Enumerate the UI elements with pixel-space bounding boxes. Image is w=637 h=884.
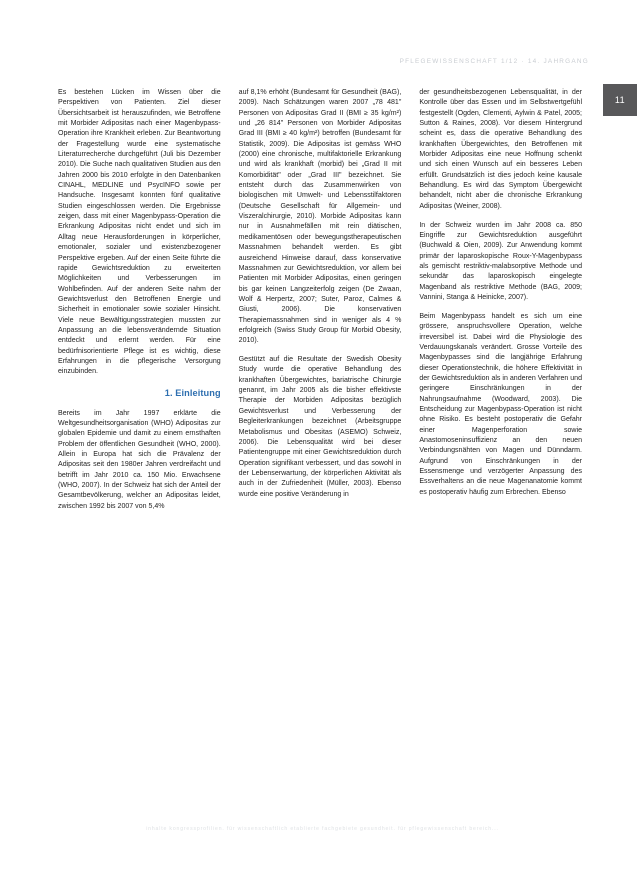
column-left xyxy=(58,88,221,808)
paragraph: Es bestehen Lücken im Wissen über die Perspektiven von Patienten. Ziel dieser Übersichtsarbeit ist herauszufinden, wie Betroffene mit Morbider Adipositas nach einer Magenbypass-Operation ihre Krankheit erleben. Zur Beantwortung der Fragestellung wurde eine systematische Literaturrecherche durchgeführt (Juli bis Dezember 2010). Die Suche nach qualitativen Studien aus den Jahren 2000 bis 2010 erfolgte in den Datenbanken CINAHL, MEDLINE und PsycINFO sowie per Handsuche. Insgesamt konnten fünf qualitative Studien eingeschlossen werden. Die Ergebnisse zeigen, dass mit einer Magenbypass-Operation die Erkrankung Adipositas nicht endet und sich im Alltag neue Herausforderungen in körperlicher, emotionaler, sozialer und existenzbezogener Perspektive ergeben. Auf der einen Seite führte die rapide Gewichtsreduktion zu erweiterten Möglichkeiten und Verbesserungen im Wohlbefinden. Auf der anderen Seite nahm der Gewichtsverlust den Betroffenen Energie und Sicherheit in emotionaler sowie sozialer Hinsicht. Viele neue Bewältigungsstrategien mussten zur Anpassung an die lebensverändernde Situation entdeckt und erlernt werden. Für eine bedürfnisorientierte Pflege ist es wichtig, diese Erfahrungen in die pflegerische Versorgung einzubinden. xyxy=(58,89,221,376)
paragraph: der gesundheitsbezogenen Lebensqualität, in der Kontrolle über das Essen und im Selbstwertgefühl festgestellt (Ogden, Clementi, Aylwin & Patel, 2005; Sutton & Raines, 2008). Vor diesem Hintergrund scheint es, dass die operative Behandlung des krankhaften Übergewichtes, den Betroffenen mit Morbider Adipositas eine neue Hoffnung schenkt und sich einen Wunsch auf ein besseres Leben erfüllt. Grundsätzlich ist dies jedoch keine kausale Behandlung. Es wird das Symptom Übergewicht behandelt, nicht aber die chronische Erkrankung Adipositas (Weiner, 2008). xyxy=(419,89,583,210)
paragraph: Bereits im Jahr 1997 erklärte die Weltgesundheitsorganisation (WHO) Adipositas zur globalen Epidemie und damit zu einem ernsthaften Problem der öffentlichen Gesundheit (WHO, 2000). Allein in Europa hat sich die Prävalenz der Adipositas seit den 1980er Jahren verdreifacht und betrifft im Jahr 2010 ca. 150 Mio. Erwachsene (WHO, 2007). In der Schweiz hat sich der Anteil der Gesamtbevölkerung, welcher an Adipositas leidet, zwischen 1992 bis 2007 von 5,4% xyxy=(58,409,221,510)
text-columns xyxy=(58,88,582,808)
page-footer: inhalte kongressprofilien. für wissenschaftlich etablierte fachgebiete gesundheit. für pflegewissenschaft bereich... xyxy=(146,826,499,832)
paragraph: auf 8,1% erhöht (Bundesamt für Gesundheit (BAG), 2009). Nach Schätzungen waren 2007 „78 481" Personen von Adipositas Grad II (BMI ≥ 35 kg/m²) und „26 814" Personen von Morbider Adipositas Grad III (BMI ≥ 40 kg/m²) betroffen (Bundesamt für Statistik, 2009). Die Adipositas ist gemäss WHO (2000) eine chronische, multifaktorielle Erkrankung und wird als krankhaft (morbid) bei „Grad II mit Komorbidität" oder „Grad III" bezeichnet. Sie entsteht durch das Zusammenwirken von biologischen mit Umwelt- und Lebensstilfaktoren (Deutsche Gesellschaft für Allgemein- und Viszeralchirurgie, 2010). Morbide Adipositas kann nur in Ausnahmefällen mit rein diätischen, medikamentösen oder bewegungstherapeutischen Massnahmen behandelt werden. Es gibt ausreichend Hinweise darauf, dass konservative Massnahmen zur Gewichtsreduktion, vor allem bei Patienten mit Morbider Adipositas, einen geringen bis gar keinen Langzeiterfolg zeigen (De Zwaan, Wolf & Herpertz, 2007; Suter, Paroz, Calmes & Giusti, 2006). Die konservativen Therapiemassnahmen sind in weniger als 4 % erfolgreich (Swiss Study Group für Morbid Obesity, 2010). xyxy=(238,89,402,345)
paragraph: Beim Magenbypass handelt es sich um eine grössere, anspruchsvollere Operation, welche irreversibel ist. Dabei wird die Physiologie des Verdauungskanals verändert. Grosse Vorteile des Magenbypasses sind die langjährige Erfahrung dieser Operationstechnik, die höhere Effektivität in der Gewichtsreduktion als in anderen Verfahren und geringere Einschränkungen in der Nahrungsaufnahme (Woodward, 2003). Die Entscheidung zur Magenbypass-Operation ist nicht ohne Risiko. Es besteht postoperativ die Gefahr einer Magenperforation sowie Anastomoseninsuffizienz an den neuen Verbindungsnähten von Magen und Dünndarm. Aufgrund von Einschränkungen in der Essensmenge und verzögerter Anpassung des Essverhaltens an die neue Magenanatomie kommt es postoperativ häufig zum Erbrechen. Ebenso xyxy=(419,312,583,496)
column-right xyxy=(419,88,582,808)
page-number-tab xyxy=(603,84,637,116)
column-middle xyxy=(239,88,402,808)
paragraph: Gestützt auf die Resultate der Swedish Obesity Study wurde die operative Behandlung des krankhaften Übergewichtes, bariatrische Chirurgie genannt, im Jahr 2005 als die bisher effektivste Therapie der Morbiden Adipositas bezüglich Gewichtsverlust und Verbesserung der Begleiterkrankungen bezeichnet (Arbeitsgruppe Metabolismus und Obesitas (ASEMO) Schweiz, 2006). Die Lebensqualität wird bei dieser Patientengruppe mit einer Gewichtsreduktion durch Operation signifikant verbessert, und das sowohl in der Lebenserwartung, der körperlichen Aktivität als auch in der Zufriedenheit (Müller, 2003). Ebenso wurde eine positive Veränderung in xyxy=(238,356,402,498)
section-heading-einleitung: 1. Einleitung xyxy=(164,387,221,398)
page-number: 11 xyxy=(614,95,626,105)
running-head: PFLEGEWISSENSCHAFT 1/12 · 14. JAHRGANG xyxy=(399,58,589,65)
paragraph: In der Schweiz wurden im Jahr 2008 ca. 850 Eingriffe zur Gewichtsreduktion ausgeführt (Buchwald & Oien, 2009). Zur Anwendung kommt primär der laparoskopische Roux-Y-Magenbypass als gemischt restriktiv-malabsorptive Methode und sekundär das laparoskopisch eingelegte Magenband als restriktive Methode (BAG, 2009; Vannini, Stanga & Heinicke, 2007). xyxy=(419,221,583,302)
